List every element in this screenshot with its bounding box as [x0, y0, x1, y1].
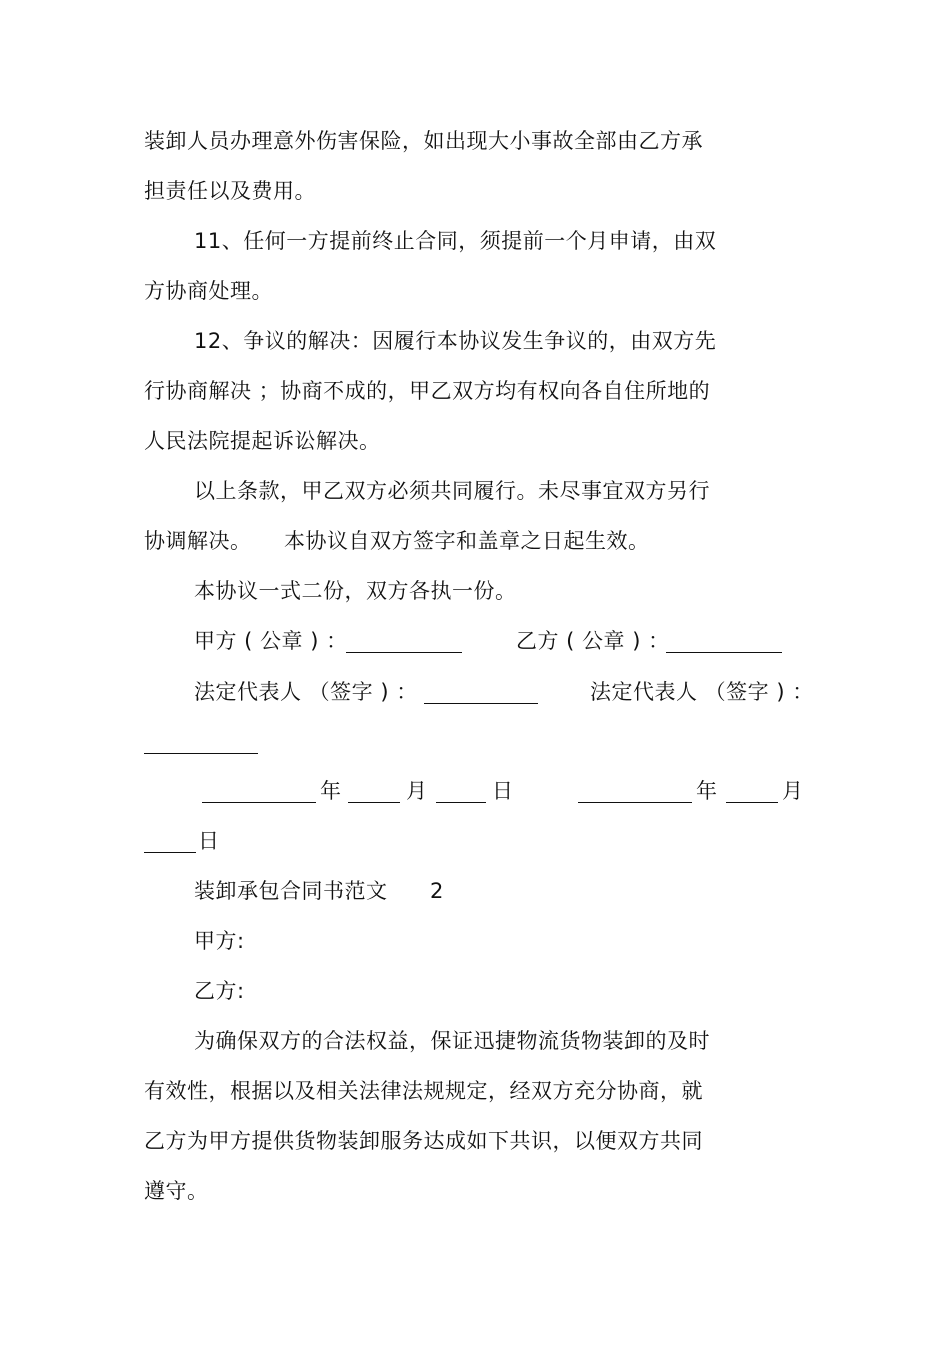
clause-11-line: 11、任何一方提前终止合同，须提前一个月申请，由双 — [194, 229, 717, 253]
intro-paragraph-line: 有效性，根据以及相关法律法规规定，经双方充分协商，就 — [144, 1079, 703, 1103]
party-b-label: 乙方: — [194, 979, 245, 1003]
date-a-month-blank — [348, 780, 400, 803]
intro-paragraph-line: 遵守。 — [144, 1179, 209, 1203]
rep-b-label: 法定代表人 （签字 ) ： — [590, 680, 814, 704]
date-a-day-blank — [436, 780, 486, 803]
party-a-label: 甲方: — [194, 929, 245, 953]
date-a-month: 月 — [406, 779, 428, 803]
date-a-year-blank — [202, 780, 316, 803]
closing-terms-line: 以上条款，甲乙双方必须共同履行。未尽事宜双方另行 — [194, 479, 710, 503]
rep-a-blank — [424, 681, 538, 704]
paragraph-line: 人民法院提起诉讼解决。 — [144, 429, 381, 453]
copies-clause: 本协议一式二份，双方各执一份。 — [194, 579, 517, 603]
intro-paragraph-line: 乙方为甲方提供货物装卸服务达成如下共识，以便双方共同 — [144, 1129, 703, 1153]
date-b-year-blank — [578, 780, 692, 803]
party-a-seal-label: 甲方 ( 公章 ) ： — [194, 629, 348, 653]
party-a-seal-blank — [346, 630, 462, 653]
date-b-year: 年 — [696, 779, 718, 803]
section-title-number: 2 — [430, 879, 444, 903]
date-a-year: 年 — [320, 779, 342, 803]
date-b-month-blank — [726, 780, 778, 803]
clause-12-line: 12、争议的解决：因履行本协议发生争议的，由双方先 — [194, 329, 717, 353]
intro-paragraph-line: 为确保双方的合法权益，保证迅捷物流货物装卸的及时 — [194, 1029, 710, 1053]
paragraph-line: 担责任以及费用。 — [144, 179, 316, 203]
date-a-day: 日 — [492, 779, 514, 803]
date-b-day-blank — [144, 830, 196, 853]
paragraph-line: 协调解决。 — [144, 529, 252, 553]
section-title: 装卸承包合同书范文 — [194, 879, 388, 903]
paragraph-line: 行协商解决 ；协商不成的，甲乙双方均有权向各自住所地的 — [144, 379, 711, 403]
date-b-day: 日 — [198, 829, 220, 853]
effective-clause: 本协议自双方签字和盖章之日起生效。 — [284, 529, 650, 553]
paragraph-line: 方协商处理。 — [144, 279, 273, 303]
rep-a-label: 法定代表人 （签字 ) ： — [194, 680, 418, 704]
party-b-seal-blank — [666, 630, 782, 653]
date-b-month: 月 — [782, 779, 804, 803]
paragraph-line: 装卸人员办理意外伤害保险，如出现大小事故全部由乙方承 — [144, 129, 703, 153]
party-b-seal-label: 乙方 ( 公章 ) ： — [516, 629, 670, 653]
rep-b-blank — [144, 731, 258, 754]
